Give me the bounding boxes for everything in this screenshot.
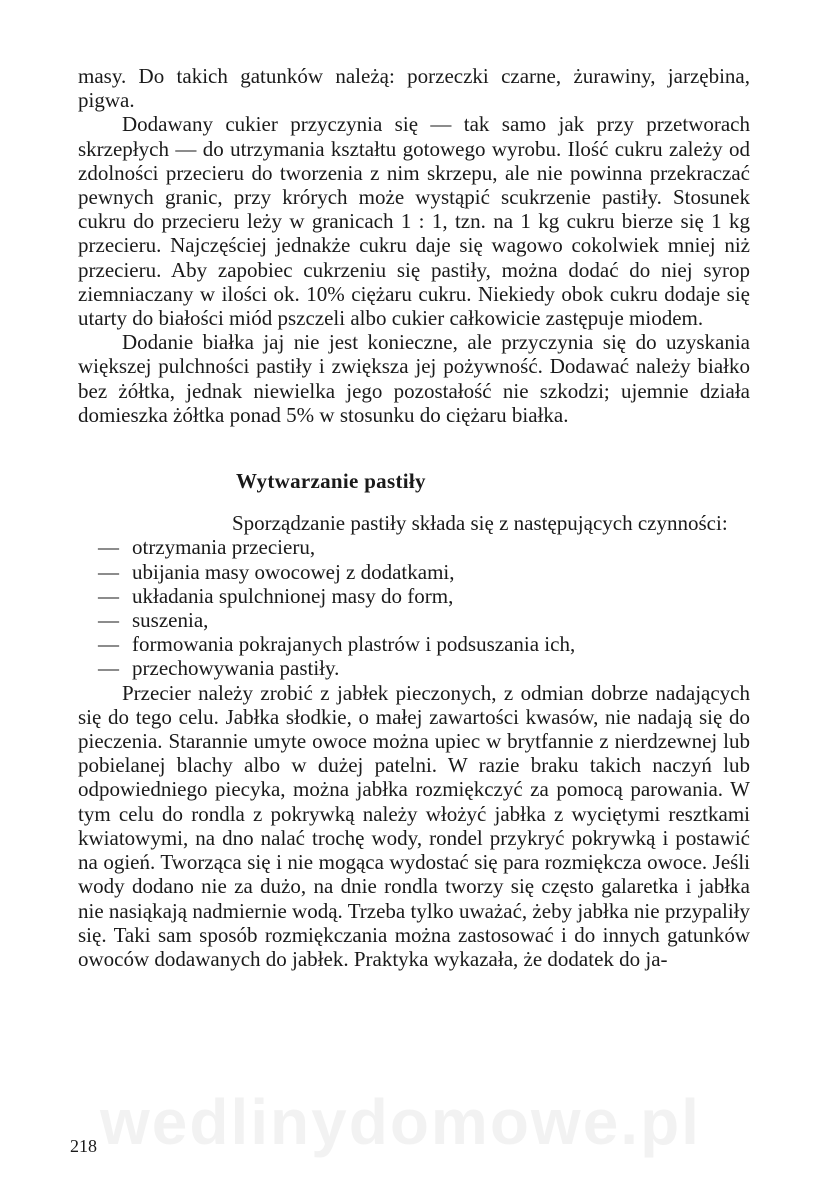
page-body [78,64,750,971]
list-item [98,632,750,656]
watermark: wedlinydomowe.pl [100,1086,701,1158]
list-item [98,608,750,632]
dash-marker: — [98,632,119,657]
dash-marker: — [98,608,119,633]
list-item-text: otrzymania przecieru, [132,535,316,560]
paragraph-egg-white: Dodanie białka jaj nie jest konieczne, ale przyczynia się do uzyskania większej pulchności pastiły i zwiększa jej pożywność. Dodawać należy białko bez żółtka, jednak niewielka jego pozostałość nie szkodzi; ujemnie działa domieszka żółtka ponad 5% w stosunku do ciężaru białka. [78,330,750,427]
list-item-text: suszenia, [132,608,209,633]
list-item-text: przechowywania pastiły. [132,656,340,681]
list-item-text: ubijania masy owocowej z dodatkami, [132,559,455,584]
list-item-text: układania spulchnionej masy do form, [132,583,454,608]
paragraph-sugar: Dodawany cukier przyczynia się — tak samo jak przy przetworach skrzepłych — do utrzymania kształtu gotowego wyrobu. Ilość cukru zależy od zdolności przecieru do tworzenia z nim skrzepu, ale nie powinna przekraczać pewnych granic, przy krórych może wystąpić scukrzenie pastiły. Stosunek cukru do przecieru leży w granicach 1 : 1, tzn. na 1 kg cukru bierze się 1 kg przecieru. Najczęściej jednakże cukru daje się wagowo cokolwiek mniej niż przecieru. Aby zapobiec cukrzeniu się pastiły, można dodać do niej syrop ziemniaczany w ilości ok. 10% ciężaru cukru. Niekiedy obok cukru dodaje się utarty do białości miód pszczeli albo cukier całkowicie zastępuje miodem. [78,112,750,331]
list-item [98,584,750,608]
dash-marker: — [98,535,119,560]
paragraph-puree: Przecier należy zrobić z jabłek pieczonych, z odmian dobrze nadających się do tego celu. Jabłka słodkie, o małej zawartości kwasów, nie nadają się do pieczenia. Starannie umyte owoce można upiec w brytfannie z nierdzewnej lub pobielanej blachy albo w dużej patelni. W razie braku takich naczyń lub odpowiedniego piecyka, można jabłka rozmiękczyć za pomocą parowania. W tym celu do rondla z pokrywką należy włożyć jabłka z wyciętymi resztkami kwiatowymi, na dno nalać trochę wody, rondel przykryć pokrywką i postawić na ogień. Tworząca się i nie mogąca wydostać się para rozmiękcza owoce. Jeśli wody dodano nie za dużo, na dnie rondla tworzy się często galaretka i jabłka nie nasiąkają nadmiernie wodą. Trzeba tylko uważać, żeby jabłka nie przypaliły się. Taki sam sposób rozmiękczania można zastosować i do innych gatunków owoców dodawanych do jabłek. Praktyka wykazała, że dodatek do ja- [78,680,750,971]
dash-marker: — [98,559,119,584]
dash-marker: — [98,583,119,608]
list-item [98,535,750,559]
list-item [98,656,750,680]
page-number: 218 [70,1136,97,1156]
paragraph-continuation: masy. Do takich gatunków należą: porzeczki czarne, żurawiny, jarzębina, pigwa. [78,64,750,113]
dash-marker: — [98,656,119,681]
steps-list [78,535,750,680]
list-item [98,560,750,584]
intro-paragraph: Sporządzanie pastiły składa się z następujących czynności: [232,511,728,536]
list-item-text: formowania pokrajanych plastrów i podsuszania ich, [132,632,576,657]
section-heading: Wytwarzanie pastiły [236,469,426,494]
